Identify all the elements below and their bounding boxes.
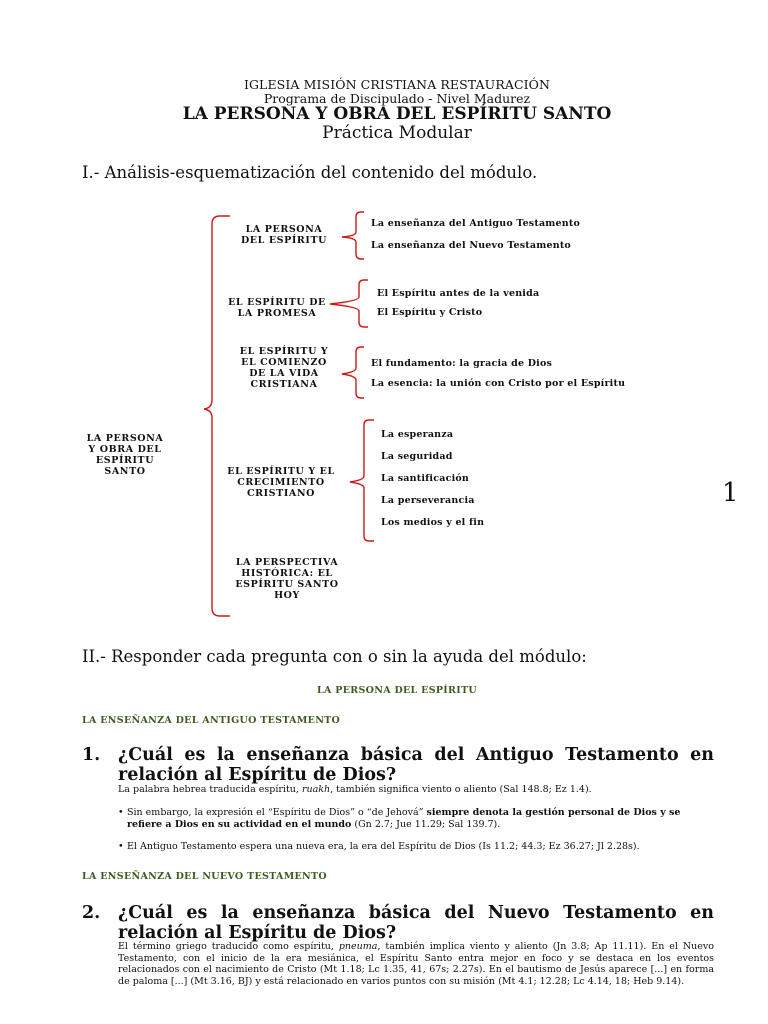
subheading-nt: LA ENSEÑANZA DEL NUEVO TESTAMENTO — [82, 871, 327, 882]
document-subtitle: Práctica Modular — [322, 123, 472, 143]
document-title: LA PERSONA Y OBRA DEL ESPÍRITU SANTO — [182, 104, 612, 124]
question-1-bullet-1: • Sin embargo, la expresión el “Espíritu de Dios” o “de Jehová” siempre denota la gestión personal de Dios y se refiere a Dios en su actividad en el mundo (Gn 2.7; Jue 11.29; Sal 139.7). — [118, 807, 681, 830]
question-2-answer: El término griego traducido como espíritu, pneuma, también implica viento y aliento (Jn 3.8; Ap 11.11). En el Nuevo Testamento, con el inicio de la era mesiánica, el Espíritu Santo entra mejor en foco y se destaca en los eventos relacionados con el nacimiento de Cristo (Mt 1.18; Lc 1.35, 41, 67s; 2.27s). En el bautismo de Jesús aparece [...] en forma de paloma [...] (Mt 3.16, BJ) y está relacionado en varios puntos con su misión (Mt 4.1; 12.28; Lc 4.14, 18; Heb 9.14). — [118, 941, 714, 987]
question-2-number: 2. — [82, 903, 101, 923]
question-1-bullet-2: • El Antiguo Testamento espera una nueva era, la era del Espíritu de Dios (Is 11.2; 44.3; Ez 36.27; Jl 2.28s). — [118, 841, 640, 852]
branch-3-label: EL ESPÍRITU Y EL COMIENZO DE LA VIDA CRISTIANA — [239, 346, 329, 390]
bracket-4 — [350, 420, 374, 541]
church-name: IGLESIA MISIÓN CRISTIANA RESTAURACIÓN — [243, 77, 551, 92]
question-1-answer: La palabra hebrea traducida espíritu, ruakh, también significa viento o aliento (Sal 148.8; Ez 1.4). — [118, 784, 592, 795]
question-1-text: ¿Cuál es la enseñanza básica del Antiguo Testamento en relación al Espíritu de Dios? — [118, 745, 714, 785]
bracket-2 — [330, 280, 368, 327]
subheading-ot: LA ENSEÑANZA DEL ANTIGUO TESTAMENTO — [82, 715, 341, 726]
bracket-1 — [342, 212, 364, 259]
leaf-1-1: La enseñanza del Antiguo Testamento — [371, 218, 581, 229]
bullet-icon: • — [118, 841, 124, 852]
diagram-root: LA PERSONA Y OBRA DEL ESPÍRITU SANTO — [86, 433, 164, 477]
leaf-4-4: La perseverancia — [381, 495, 475, 506]
leaf-4-1: La esperanza — [381, 429, 454, 440]
branch-5-label: LA PERSPECTIVA HISTÓRICA: EL ESPÍRITU SANTO HOY — [235, 557, 339, 601]
section-1-heading: I.- Análisis-esquematización del contenido del módulo. — [82, 163, 538, 182]
question-2-text: ¿Cuál es la enseñanza básica del Nuevo Testamento en relación al Espíritu de Dios? — [118, 903, 714, 943]
leaf-2-2: El Espíritu y Cristo — [377, 307, 483, 318]
main-bracket — [204, 216, 230, 616]
section-2-heading: II.- Responder cada pregunta con o sin la ayuda del módulo: — [82, 647, 587, 666]
leaf-1-2: La enseñanza del Nuevo Testamento — [371, 240, 571, 251]
page-number: 1 — [722, 478, 739, 508]
leaf-4-5: Los medios y el fin — [381, 517, 485, 528]
leaf-2-1: El Espíritu antes de la venida — [377, 288, 540, 299]
branch-1-label: LA PERSONA DEL ESPÍRITU — [240, 224, 328, 246]
branch-2-label: EL ESPÍRITU DE LA PROMESA — [228, 297, 326, 319]
leaf-4-3: La santificación — [381, 473, 470, 484]
topic-heading: LA PERSONA DEL ESPÍRITU — [317, 685, 477, 696]
question-1-number: 1. — [82, 745, 101, 765]
leaf-3-2: La esencia: la unión con Cristo por el Espíritu — [371, 378, 626, 389]
bullet-icon: • — [118, 807, 124, 818]
leaf-4-2: La seguridad — [381, 451, 453, 462]
bracket-3 — [342, 347, 364, 398]
leaf-3-1: El fundamento: la gracia de Dios — [371, 358, 553, 369]
branch-4-label: EL ESPÍRITU Y EL CRECIMIENTO CRISTIANO — [227, 466, 335, 499]
program-name: Programa de Discipulado - Nivel Madurez — [263, 91, 531, 106]
